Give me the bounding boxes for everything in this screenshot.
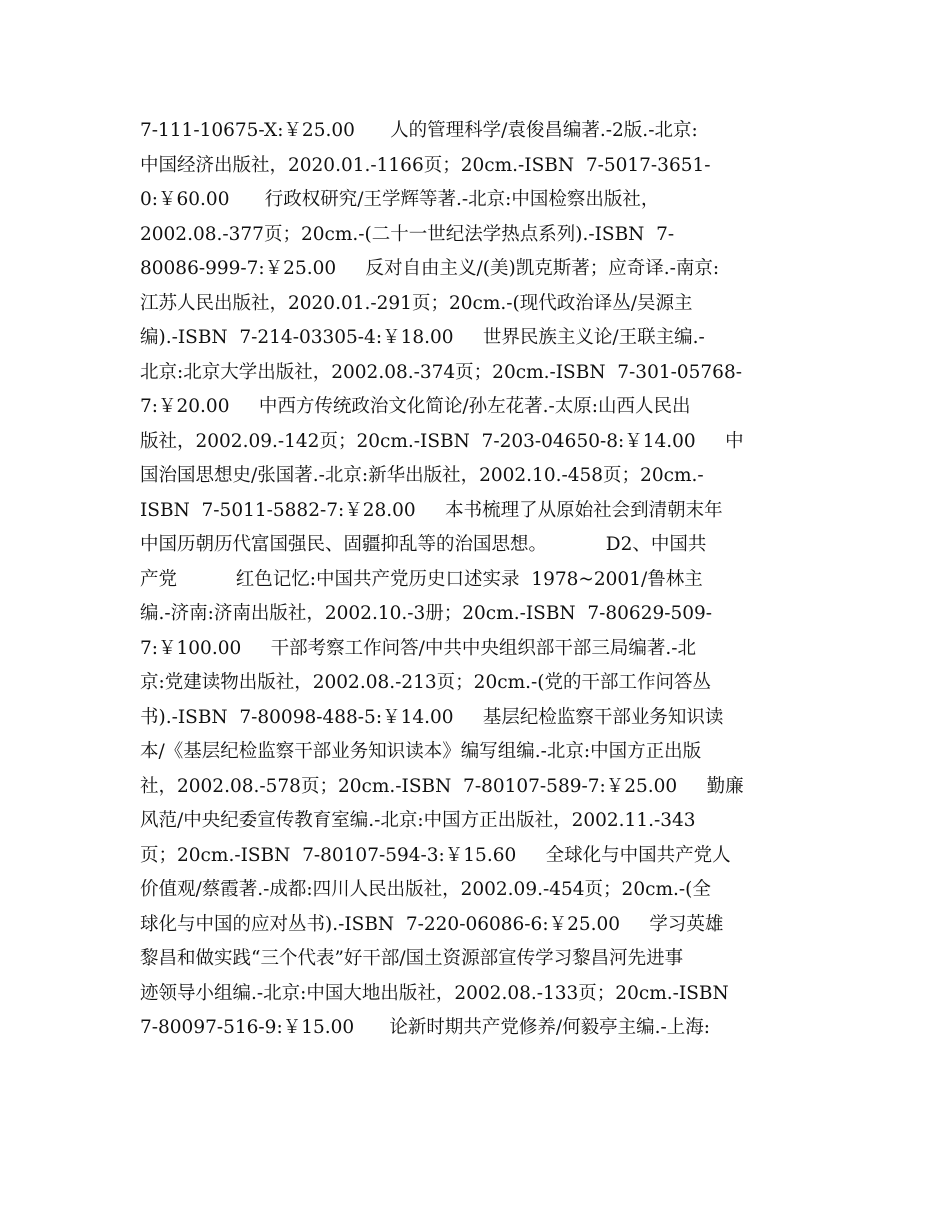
text-line: 风范/中央纪委宣传教育室编.-北京:中国方正出版社，2002.11.-343 <box>140 810 696 831</box>
text-line: 7:￥100.00 干部考察工作问答/中共中央组织部干部三局编著.-北 <box>140 637 697 659</box>
text-line: 7-80097-516-9:￥15.00 论新时期共产党修养/何毅亭主编.-上海: <box>140 1017 711 1038</box>
text-line: 中国历朝历代富国强民、固疆抑乱等的治国思想。 D2、中国共 <box>140 534 707 555</box>
text-line: 7:￥20.00 中西方传统政治文化简论/孙左花著.-太原:山西人民出 <box>140 396 691 417</box>
text-line: ISBN 7-5011-5882-7:￥28.00 本书梳理了从原始社会到清朝末年 <box>140 499 723 521</box>
text-line: 页；20cm.-ISBN 7-80107-594-3:￥15.60 全球化与中国共产党人 <box>140 844 731 866</box>
text-line: 价值观/蔡霞著.-成都:四川人民出版社，2002.09.-454页；20cm.-(全 <box>140 879 711 900</box>
text-line: 编).-ISBN 7-214-03305-4:￥18.00 世界民族主义论/王联主编.- <box>140 327 705 348</box>
text-line: 中国经济出版社，2020.01.-1166页；20cm.-ISBN 7-5017-3651- <box>140 154 711 176</box>
text-line: 社，2002.08.-578页；20cm.-ISBN 7-80107-589-7:￥25.00 勤廉 <box>140 775 744 797</box>
text-line: 产党 红色记忆:中国共产党历史口述实录 1978~2001/鲁林主 <box>140 568 703 590</box>
text-line: 编.-济南:济南出版社，2002.10.-3册；20cm.-ISBN 7-80629-509- <box>140 603 713 624</box>
text-line: 80086-999-7:￥25.00 反对自由主义/(美)凯克斯著；应奇译.-南京: <box>140 258 720 279</box>
text-line: 0:￥60.00 行政权研究/王学辉等著.-北京:中国检察出版社， <box>140 189 660 210</box>
text-line: 江苏人民出版社，2020.01.-291页；20cm.-(现代政治译丛/吴源主 <box>140 292 693 314</box>
text-line: 版社，2002.09.-142页；20cm.-ISBN 7-203-04650-8:￥14.00 中 <box>140 430 744 452</box>
text-line: 2002.08.-377页；20cm.-(二十一世纪法学热点系列).-ISBN 7- <box>140 223 675 245</box>
text-line: 国治国思想史/张国著.-北京:新华出版社，2002.10.-458页；20cm.- <box>140 465 704 486</box>
text-line: 本/《基层纪检监察干部业务知识读本》编写组编.-北京:中国方正出版 <box>140 741 702 762</box>
text-line: 北京:北京大学出版社，2002.08.-374页；20cm.-ISBN 7-301-05768- <box>140 361 742 383</box>
text-line: 7-111-10675-X:￥25.00 人的管理科学/袁俊昌编著.-2版.-北京: <box>140 120 698 141</box>
text-line: 球化与中国的应对丛书).-ISBN 7-220-06086-6:￥25.00 学习英雄 <box>140 913 724 935</box>
body-text <box>140 114 820 1046</box>
text-line: 黎昌和做实践“三个代表”好干部/国土资源部宣传学习黎昌河先进事 <box>140 948 684 969</box>
text-line: 迹领导小组编.-北京:中国大地出版社，2002.08.-133页；20cm.-ISBN <box>140 982 729 1004</box>
text-line: 京:党建读物出版社，2002.08.-213页；20cm.-(党的干部工作问答丛 <box>140 672 711 693</box>
text-line: 书).-ISBN 7-80098-488-5:￥14.00 基层纪检监察干部业务知识读 <box>140 706 724 728</box>
